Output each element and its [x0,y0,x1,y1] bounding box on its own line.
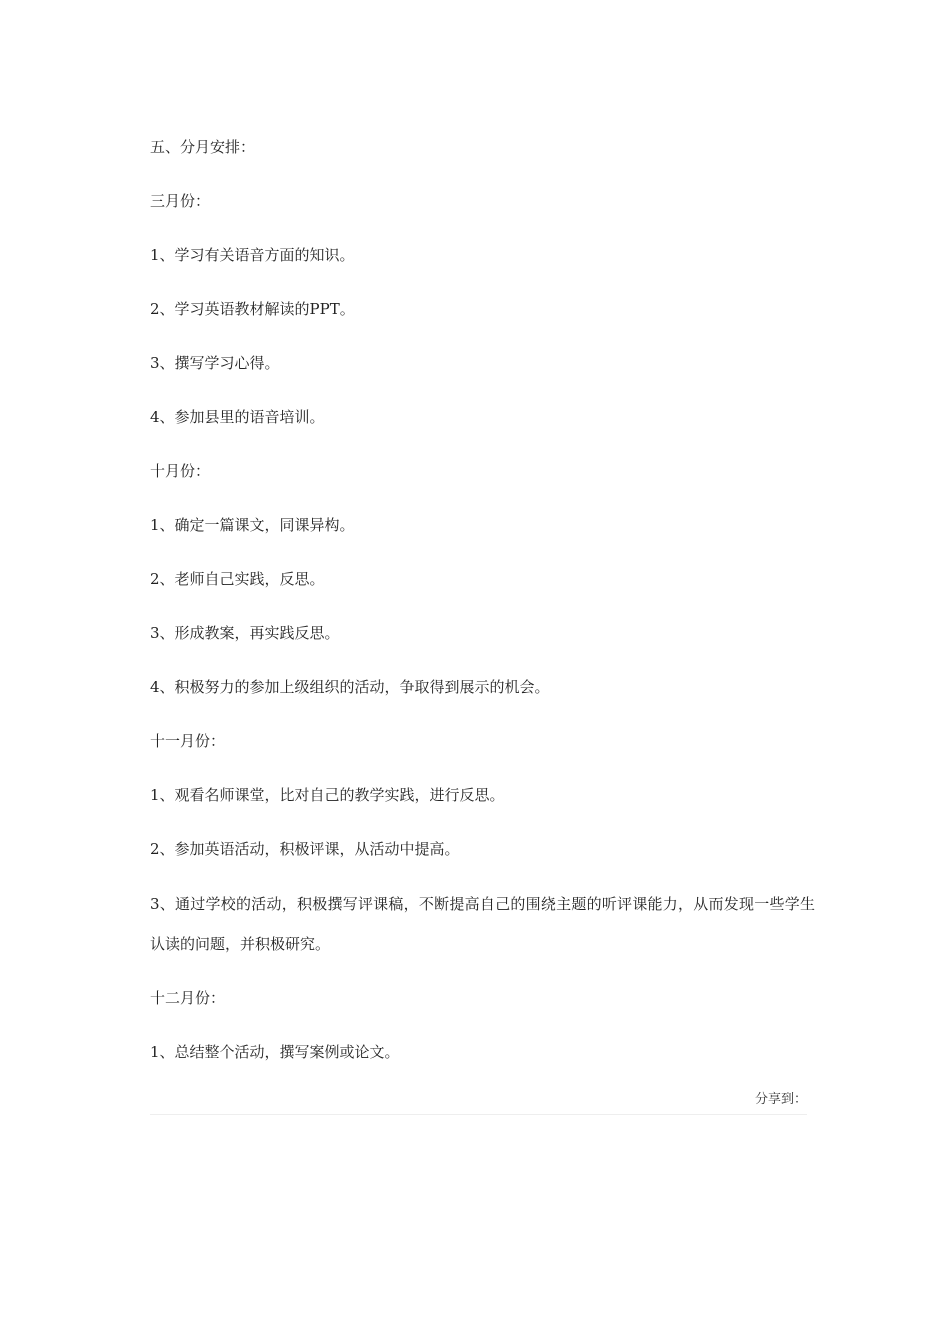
share-label[interactable]: 分享到： [754,1092,807,1107]
share-bar [150,1088,807,1115]
month-heading-march: 三月份： [150,192,211,210]
list-item: 4、积极努力的参加上级组织的活动，争取得到展示的机会。 [150,678,550,696]
list-item: 3、形成教案，再实践反思。 [150,624,340,642]
section-heading: 五、分月安排： [150,138,256,156]
list-item: 3、撰写学习心得。 [150,354,280,372]
list-item: 1、学习有关语音方面的知识。 [150,246,355,264]
list-item: 2、学习英语教材解读的PPT。 [150,300,355,318]
document-body [150,134,815,1093]
list-item: 4、参加县里的语音培训。 [150,408,325,426]
list-item: 2、老师自己实践，反思。 [150,570,325,588]
list-item: 1、总结整个活动，撰写案例或论文。 [150,1043,400,1061]
list-item: 1、观看名师课堂，比对自己的教学实践，进行反思。 [150,786,505,804]
month-heading-october: 十月份： [150,462,211,480]
list-item: 2、参加英语活动，积极评课，从活动中提高。 [150,840,460,858]
list-item: 1、确定一篇课文，同课异构。 [150,516,355,534]
month-heading-december: 十二月份： [150,989,226,1007]
list-item: 3、通过学校的活动，积极撰写评课稿，不断提高自己的围绕主题的听评课能力，从而发现一些学生认读的问题，并积极研究。 [150,895,815,953]
month-heading-november: 十一月份： [150,732,226,750]
